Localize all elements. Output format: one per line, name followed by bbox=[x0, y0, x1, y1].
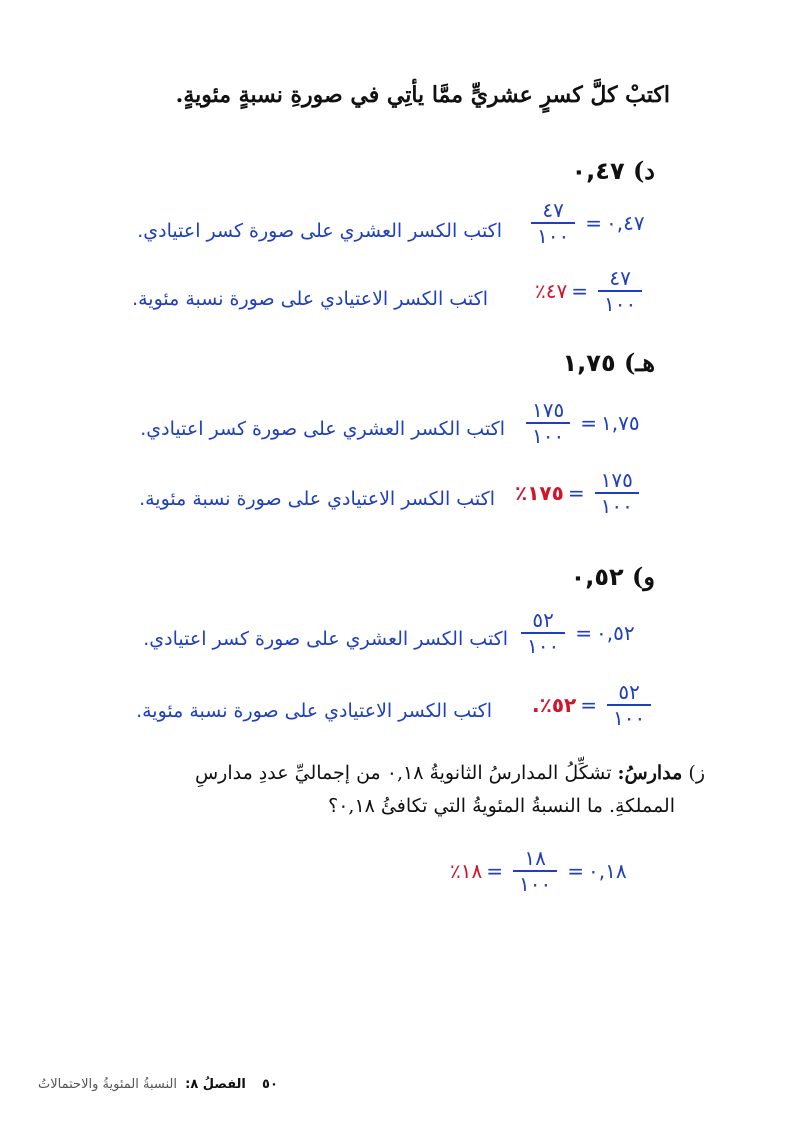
footer-chapter: الفصلُ ٨: bbox=[185, 1077, 246, 1092]
equation-fraction-w: $\frac{٥٢}{١٠٠}$ = ٠,٥٢ bbox=[515, 610, 635, 656]
problem-line-1 bbox=[195, 762, 705, 784]
equation-percent-w: .٪٥٢ = $\frac{٥٢}{١٠٠}$ bbox=[532, 682, 657, 728]
problem-line-2: المملكةِ. ما النسبةُ المئويةُ التي تكافئُ ٠,١٨؟ bbox=[328, 795, 675, 817]
equation-percent-d: ٪٤٧ = $\frac{٤٧}{١٠٠}$ bbox=[535, 268, 648, 314]
fraction: $\frac{٤٧}{١٠٠}$ bbox=[598, 268, 642, 314]
percent-value: ٪١٧٥ bbox=[515, 480, 564, 505]
percent-value: ٪١٨ bbox=[450, 858, 483, 883]
decimal-value: ١,٧٥ bbox=[601, 410, 640, 435]
problem-keyword: مدارسُ: bbox=[617, 762, 683, 784]
fraction: $\frac{١٨}{١٠٠}$ bbox=[513, 848, 557, 894]
note-fraction-h: اكتب الكسر العشري على صورة كسر اعتيادي. bbox=[140, 418, 505, 440]
decimal-value: ٠,١٨ bbox=[588, 858, 627, 883]
fraction: $\frac{١٧٥}{١٠٠}$ bbox=[595, 470, 639, 516]
item-decimal: ٠,٥٢ bbox=[570, 563, 624, 591]
item-heading-d bbox=[572, 156, 655, 185]
equation-fraction-d: $\frac{٤٧}{١٠٠}$ = ٠,٤٧ bbox=[525, 200, 645, 246]
footer-title: النسبةُ المئويةُ والاحتمالاتُ bbox=[38, 1077, 177, 1092]
instruction-heading: اكتبْ كلَّ كسرٍ عشريٍّ ممَّا يأتِي في صورةِ نسبةٍ مئويةٍ. bbox=[175, 82, 670, 108]
item-heading-h bbox=[563, 348, 655, 377]
note-percent-h: اكتب الكسر الاعتيادي على صورة نسبة مئوية. bbox=[139, 488, 495, 510]
item-label: هـ) bbox=[623, 348, 655, 377]
problem-label: ز) bbox=[688, 762, 705, 784]
item-label: و) bbox=[632, 562, 655, 591]
decimal-value: ٠,٥٢ bbox=[596, 620, 635, 645]
decimal-value: ٠,٤٧ bbox=[606, 210, 645, 235]
page-footer bbox=[38, 1077, 278, 1092]
problem-text-1: تشكِّلُ المدارسُ الثانويةُ ٠,١٨ من إجماليِّ عددِ مدارسِ bbox=[194, 762, 612, 784]
fraction: $\frac{١٧٥}{١٠٠}$ bbox=[526, 400, 570, 446]
page-number: ٥٠ bbox=[262, 1077, 278, 1092]
item-decimal: ١,٧٥ bbox=[562, 349, 616, 377]
fraction: $\frac{٥٢}{١٠٠}$ bbox=[521, 610, 565, 656]
item-label: د) bbox=[632, 156, 655, 185]
item-decimal: ٠,٤٧ bbox=[571, 157, 625, 185]
percent-value: ٪٤٧ bbox=[535, 278, 568, 303]
equation-fraction-h: $\frac{١٧٥}{١٠٠}$ = ١,٧٥ bbox=[520, 400, 640, 446]
fraction: $\frac{٥٢}{١٠٠}$ bbox=[607, 682, 651, 728]
note-fraction-d: اكتب الكسر العشري على صورة كسر اعتيادي. bbox=[137, 220, 502, 242]
equation-percent-h: ٪١٧٥ = $\frac{١٧٥}{١٠٠}$ bbox=[515, 470, 645, 516]
item-heading-w bbox=[571, 562, 655, 591]
problem-answer-equation: ٪١٨ = $\frac{١٨}{١٠٠}$ = ٠,١٨ bbox=[450, 846, 627, 896]
note-fraction-w: اكتب الكسر العشري على صورة كسر اعتيادي. bbox=[143, 628, 508, 650]
fraction: $\frac{٤٧}{١٠٠}$ bbox=[531, 200, 575, 246]
note-percent-w: اكتب الكسر الاعتيادي على صورة نسبة مئوية. bbox=[136, 700, 492, 722]
note-percent-d: اكتب الكسر الاعتيادي على صورة نسبة مئوية. bbox=[132, 288, 488, 310]
percent-value: .٪٥٢ bbox=[532, 692, 577, 717]
